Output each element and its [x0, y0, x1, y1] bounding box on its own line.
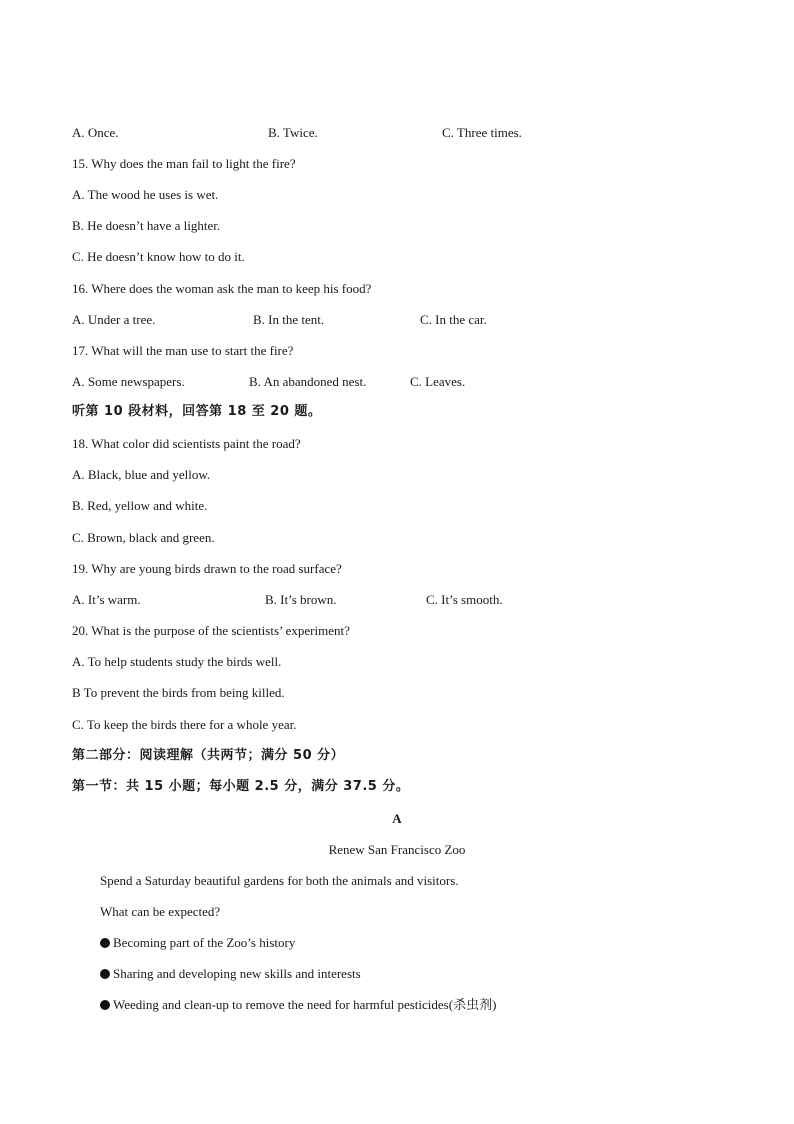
q14-option-a: A. Once.	[72, 125, 119, 140]
part2-heading: 第二部分：阅读理解（共两节；满分 50 分）	[72, 748, 345, 763]
passage-bullet-item	[100, 935, 295, 951]
q15-option-c: C. He doesn’t know how to do it.	[72, 249, 245, 264]
passage-bullet-item	[100, 966, 361, 982]
bullet-icon	[100, 969, 110, 979]
q20-option-a: A. To help students study the birds well.	[72, 654, 282, 669]
passage-intro: Spend a Saturday beautiful gardens for both the animals and visitors.	[100, 873, 459, 888]
q16-option-c: C. In the car.	[420, 312, 487, 327]
q16-option-b: B. In the tent.	[253, 312, 325, 327]
bullet-icon	[100, 1000, 110, 1010]
q20-question: 20. What is the purpose of the scientists’ experiment?	[72, 623, 350, 638]
q19-option-a: A. It’s warm.	[72, 592, 141, 607]
q17-option-b: B. An abandoned nest.	[249, 374, 367, 389]
q17-question: 17. What will the man use to start the fire?	[72, 343, 294, 358]
passage-title: Renew San Francisco Zoo	[328, 842, 466, 857]
q15-question: 15. Why does the man fail to light the fire?	[72, 156, 296, 171]
q18-option-c: C. Brown, black and green.	[72, 530, 215, 545]
q14-option-c: C. Three times.	[442, 125, 522, 140]
passage-bullet-item	[100, 997, 496, 1013]
passage-expect: What can be expected?	[100, 904, 221, 919]
q18-option-a: A. Black, blue and yellow.	[72, 467, 211, 482]
q20-option-c: C. To keep the birds there for a whole year.	[72, 717, 297, 732]
q20-option-b: B To prevent the birds from being killed.	[72, 685, 285, 700]
bullet-text: Sharing and developing new skills and interests	[113, 966, 361, 981]
bullet-text: Weeding and clean-up to remove the need for harmful pesticides(杀虫剂)	[113, 997, 497, 1012]
q19-question: 19. Why are young birds drawn to the road surface?	[72, 561, 342, 576]
section1-heading: 第一节：共 15 小题；每小题 2.5 分，满分 37.5 分。	[72, 779, 410, 794]
q19-option-c: C. It’s smooth.	[426, 592, 503, 607]
q15-option-b: B. He doesn’t have a lighter.	[72, 218, 221, 233]
q14-option-b: B. Twice.	[268, 125, 318, 140]
q19-option-b: B. It’s brown.	[265, 592, 337, 607]
q16-question: 16. Where does the woman ask the man to keep his food?	[72, 281, 372, 296]
q16-option-a: A. Under a tree.	[72, 312, 156, 327]
q18-option-b: B. Red, yellow and white.	[72, 498, 208, 513]
bullet-icon	[100, 938, 110, 948]
bullet-text: Becoming part of the Zoo’s history	[113, 935, 296, 950]
section10-heading: 听第 10 段材料，回答第 18 至 20 题。	[72, 404, 322, 419]
q17-option-c: C. Leaves.	[410, 374, 466, 389]
q18-question: 18. What color did scientists paint the road?	[72, 436, 301, 451]
q15-option-a: A. The wood he uses is wet.	[72, 187, 219, 202]
q17-option-a: A. Some newspapers.	[72, 374, 185, 389]
passage-letter: A	[392, 811, 402, 826]
